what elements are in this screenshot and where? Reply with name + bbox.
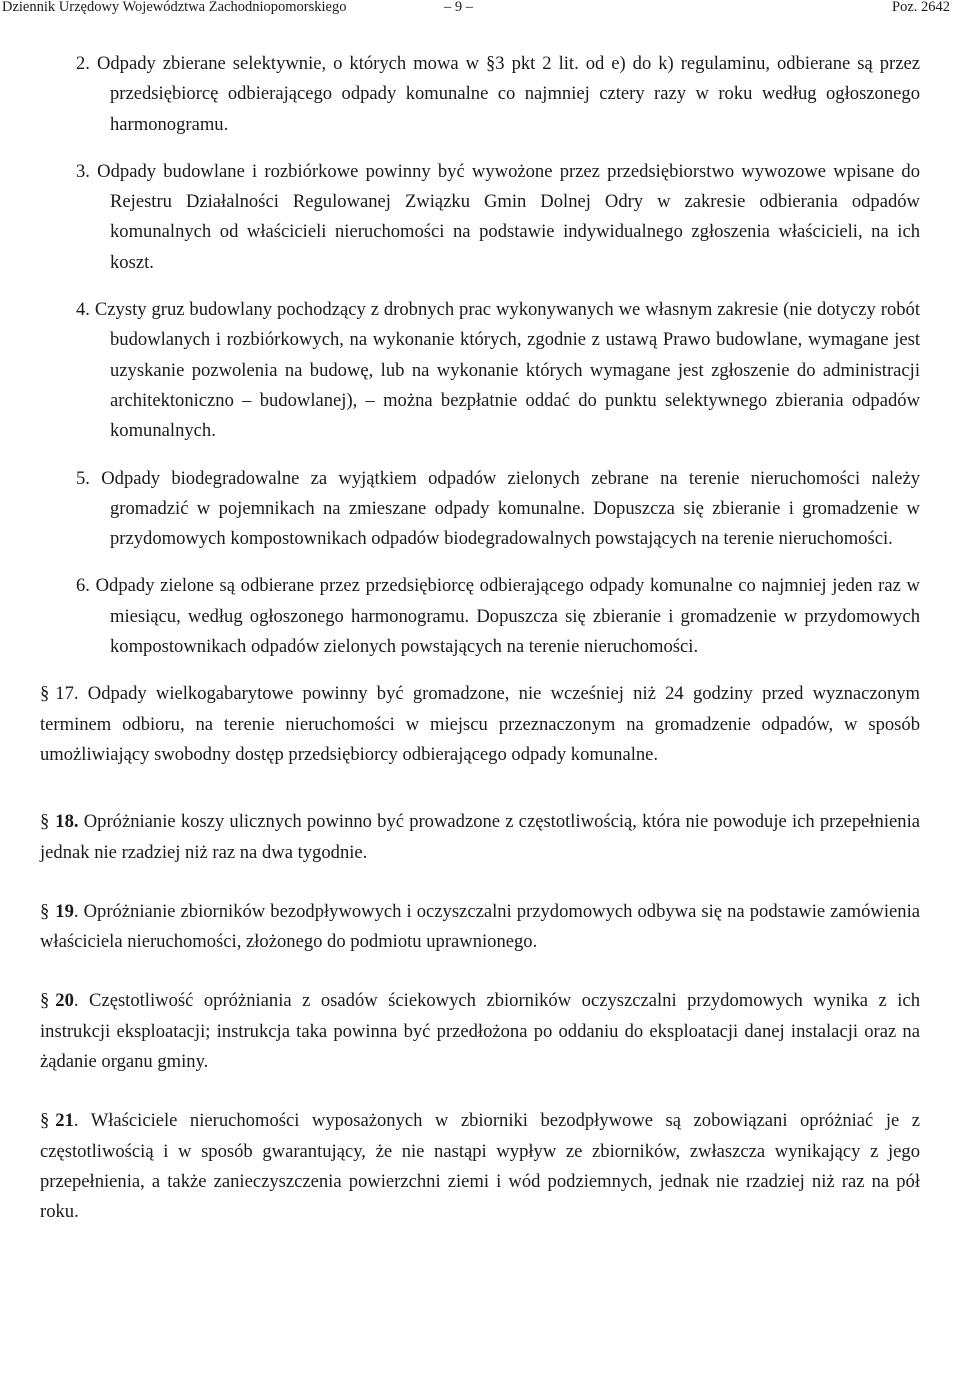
- item-text: Odpady zbierane selektywnie, o których mowa w §3 pkt 2 lit. od e) do k) regulaminu, odbierane są przez przedsiębiorcę odbierającego odpady komunalne co najmniej cztery razy w roku według ogłoszonego harmonogramu.: [96, 53, 920, 135]
- item-text: Odpady budowlane i rozbiórkowe powinny być wywożone przez przedsiębiorstwo wywozowe wpisane do Rejestru Działalności Regulowanej Związku Gmin Dolnej Odry w zakresie odbierania odpadów komunalnych od właścicieli nieruchomości na podstawie indywidualnego zgłoszenia właścicieli, na ich koszt.: [97, 160, 920, 273]
- section-number: 21: [55, 1110, 74, 1132]
- section-text: Odpady wielkogabarytowe powinny być gromadzone, nie wcześniej niż 24 godziny przed wyznaczonym terminem odbioru, na terenie nieruchomości w miejscu przeznaczonym na gromadzenie odpadów, w sposób umożliwiający swobodny dostęp przedsiębiorcy odbierającego odpady komunalne.: [40, 683, 921, 765]
- section-text: . Częstotliwość opróżniania z osadów ściekowych zbiorników oczyszczalni przydomowych wynika z ich instrukcji eksploatacji; instrukcja taka powinna być przedłożona po oddaniu do eksploatacji danej instalacji oraz na żądanie organu gminy.: [40, 990, 920, 1073]
- item-number: 6.: [76, 575, 90, 597]
- section-sign: §: [40, 900, 50, 922]
- section-18: [40, 807, 920, 868]
- section-19: [40, 897, 920, 958]
- list-item-5: [40, 464, 920, 555]
- journal-title: Dziennik Urzędowy Województwa Zachodniopomorskiego: [2, 0, 347, 15]
- list-item-2: [40, 49, 920, 140]
- list-item-6: [40, 571, 920, 662]
- list-item-4: [40, 295, 920, 446]
- item-number: 5.: [76, 467, 90, 489]
- item-text: Odpady biodegradowalne za wyjątkiem odpadów zielonych zebrane na terenie nieruchomości należy gromadzić w pojemnikach na zmieszane odpady komunalne. Dopuszcza się zbieranie i gromadzenie w przydomowych kompostownikach odpadów biodegradowalnych powstających na terenie nieruchomości.: [101, 467, 920, 550]
- item-text: Czysty gruz budowlany pochodzący z drobnych prac wykonywanych we własnym zakresie (nie dotyczy robót budowlanych i rozbiórkowych, na wykonanie których, zgodnie z ustawą Prawo budowlane, wymagane jest uzyskanie pozwolenia na budowę, lub na wykonanie których wymagane jest zgłoszenie do administracji architektoniczno – budowlanej), – można bezpłatnie oddać do punktu selektywnego zbierania odpadów komunalnych.: [94, 299, 921, 442]
- section-21: [40, 1106, 920, 1227]
- page-number: – 9 –: [444, 0, 473, 15]
- item-number: 4.: [76, 299, 90, 321]
- section-number: 18.: [55, 811, 79, 833]
- section-text: . Właściciele nieruchomości wyposażonych w zbiorniki bezodpływowe są zobowiązani opróżniać je z częstotliwością i w sposób gwarantujący, że nie nastąpi wypływ ze zbiorników, zwłaszcza wynikający z jego przepełnienia, a także zanieczyszczenia powierzchni ziemi i wód podziemnych, jednak nie rzadziej niż raz na pół roku.: [40, 1110, 920, 1223]
- list-item-3: [40, 157, 920, 278]
- section-number: 17.: [55, 683, 79, 705]
- item-number: 3.: [76, 160, 90, 182]
- page-header: [0, 0, 960, 18]
- section-sign: §: [40, 990, 50, 1012]
- document-body: [40, 49, 920, 1228]
- section-sign: §: [40, 811, 50, 833]
- position-number: Poz. 2642: [892, 0, 950, 15]
- section-number: 19: [55, 900, 74, 922]
- section-sign: §: [40, 683, 50, 705]
- section-sign: §: [40, 1110, 50, 1132]
- section-text: Opróżnianie koszy ulicznych powinno być prowadzone z częstotliwością, która nie powoduje ich przepełnienia jednak nie rzadziej niż raz na dwa tygodnie.: [40, 811, 920, 863]
- section-number: 20: [55, 990, 74, 1012]
- section-17: [40, 679, 920, 770]
- section-text: . Opróżnianie zbiorników bezodpływowych i oczyszczalni przydomowych odbywa się na podstawie zamówienia właściciela nieruchomości, złożonego do podmiotu uprawnionego.: [40, 900, 920, 953]
- section-20: [40, 986, 920, 1077]
- item-number: 2.: [76, 53, 90, 74]
- item-text: Odpady zielone są odbierane przez przedsiębiorcę odbierającego odpady komunalne co najmniej jeden raz w miesiącu, według ogłoszonego harmonogramu. Dopuszcza się zbieranie i gromadzenie w przydomowych kompostownikach odpadów zielonych powstających na terenie nieruchomości.: [95, 575, 920, 658]
